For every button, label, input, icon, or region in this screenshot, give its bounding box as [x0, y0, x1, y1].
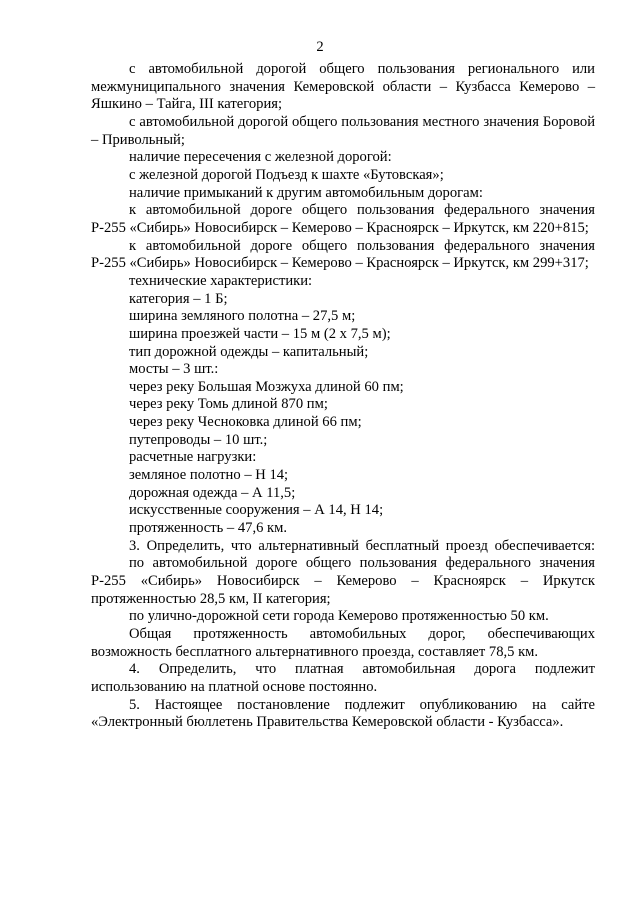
paragraph: 4. Определить, что платная автомобильная дорога подлежит использованию на платной основе постоянно.	[91, 661, 595, 695]
paragraph: категория – 1 Б;	[129, 290, 228, 307]
paragraph: к автомобильной дороге общего пользования федерального значения Р-255 «Сибирь» Новосибирск – Кемерово – Красноярск – Иркутск, км 299+317;	[91, 237, 595, 272]
paragraph: Общая протяженность автомобильных дорог, обеспечивающих возможность бесплатного альтернативного проезда, составляет 78,5 км.	[91, 626, 595, 660]
paragraph: с автомобильной дорогой общего пользования местного значения Боровой – Привольный;	[91, 113, 595, 148]
paragraph: дорожная одежда – А 11,5;	[129, 484, 296, 501]
paragraph: технические характеристики:	[129, 272, 313, 289]
document-body	[91, 61, 595, 732]
paragraph: искусственные сооружения – А 14, Н 14;	[129, 502, 384, 519]
paragraph: ширина земляного полотна – 27,5 м;	[129, 308, 356, 325]
paragraph: через реку Чесноковка длиной 66 пм;	[129, 414, 362, 431]
paragraph: наличие пересечения с железной дорогой:	[129, 149, 392, 166]
paragraph: земляное полотно – Н 14;	[129, 467, 289, 484]
paragraph: через реку Томь длиной 870 пм;	[129, 396, 328, 413]
paragraph: тип дорожной одежды – капитальный;	[129, 343, 369, 360]
paragraph: расчетные нагрузки:	[129, 449, 257, 466]
paragraph: по улично-дорожной сети города Кемерово протяженностью 50 км.	[129, 608, 549, 625]
paragraph: 5. Настоящее постановление подлежит опубликованию на сайте «Электронный бюллетень Правительства Кемеровской области - Кузбасса».	[91, 696, 595, 731]
paragraph: с автомобильной дорогой общего пользования регионального или межмуниципального значения Кемеровской области – Кузбасса Кемерово – Яшкино – Тайга, III категория;	[91, 61, 595, 113]
page-number: 2	[316, 39, 324, 55]
paragraph: 3. Определить, что альтернативный бесплатный проезд обеспечивается:	[129, 537, 595, 554]
paragraph: к автомобильной дороге общего пользования федерального значения Р-255 «Сибирь» Новосибирск – Кемерово – Красноярск – Иркутск, км 220+815;	[91, 202, 595, 236]
paragraph: с железной дорогой Подъезд к шахте «Бутовская»;	[129, 166, 444, 183]
paragraph: через реку Большая Мозжуха длиной 60 пм;	[129, 378, 404, 395]
paragraph: мосты – 3 шт.:	[129, 361, 219, 378]
paragraph: протяженность – 47,6 км.	[129, 520, 288, 537]
paragraph: ширина проезжей части – 15 м (2 х 7,5 м);	[129, 325, 391, 342]
paragraph: по автомобильной дороге общего пользования федерального значения Р-255 «Сибирь» Новосибирск – Кемерово – Красноярск – Иркутск протяженностью 28,5 км, II категория;	[91, 555, 595, 607]
paragraph: наличие примыканий к другим автомобильным дорогам:	[129, 184, 483, 201]
paragraph: путепроводы – 10 шт.;	[129, 431, 268, 448]
